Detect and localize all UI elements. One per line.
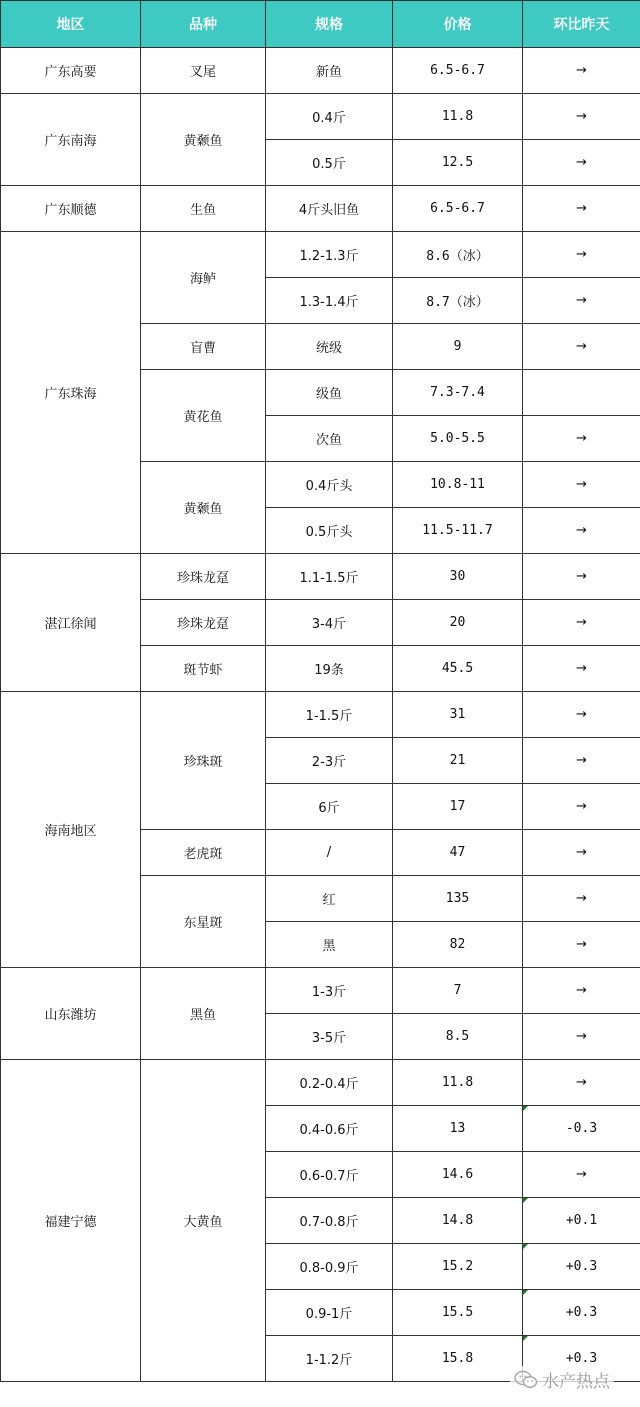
change-cell	[523, 370, 640, 416]
change-cell: →	[523, 1152, 640, 1198]
change-cell: →	[523, 1060, 640, 1106]
price-cell: 15.5	[393, 1290, 523, 1336]
watermark	[510, 1366, 614, 1393]
change-cell: +0.3	[523, 1290, 640, 1336]
price-cell: 6.5-6.7	[393, 186, 523, 232]
variety-cell: 生鱼	[141, 186, 266, 232]
table-row	[1, 48, 640, 94]
watermark-text: 水产热点	[542, 1372, 610, 1392]
region-cell: 广东南海	[1, 94, 141, 186]
change-cell: →	[523, 692, 640, 738]
change-cell: →	[523, 186, 640, 232]
change-cell: →	[523, 462, 640, 508]
price-cell: 10.8-11	[393, 462, 523, 508]
change-cell: →	[523, 508, 640, 554]
spec-cell: 6斤	[266, 784, 393, 830]
spec-cell: 0.5斤	[266, 140, 393, 186]
variety-cell: 黄颡鱼	[141, 462, 266, 554]
change-cell: →	[523, 646, 640, 692]
change-cell: →	[523, 600, 640, 646]
price-cell: 14.8	[393, 1198, 523, 1244]
header-change: 环比昨天	[523, 1, 640, 48]
variety-cell: 斑节虾	[141, 646, 266, 692]
header-region: 地区	[1, 1, 141, 48]
price-cell: 82	[393, 922, 523, 968]
change-cell: →	[523, 324, 640, 370]
header-price: 价格	[393, 1, 523, 48]
change-cell: →	[523, 416, 640, 462]
spec-cell: 1-1.2斤	[266, 1336, 393, 1382]
spec-cell: 0.7-0.8斤	[266, 1198, 393, 1244]
price-cell: 11.8	[393, 1060, 523, 1106]
price-cell: 5.0-5.5	[393, 416, 523, 462]
variety-cell: 黄花鱼	[141, 370, 266, 462]
price-cell: 11.5-11.7	[393, 508, 523, 554]
price-cell: 45.5	[393, 646, 523, 692]
spec-cell: 1.3-1.4斤	[266, 278, 393, 324]
spec-cell: 2-3斤	[266, 738, 393, 784]
change-cell: →	[523, 140, 640, 186]
spec-cell: 统级	[266, 324, 393, 370]
change-cell: -0.3	[523, 1106, 640, 1152]
region-cell: 福建宁德	[1, 1060, 141, 1382]
price-cell: 7	[393, 968, 523, 1014]
price-cell: 135	[393, 876, 523, 922]
region-cell: 湛江徐闻	[1, 554, 141, 692]
variety-cell: 珍珠斑	[141, 692, 266, 830]
wechat-icon	[514, 1370, 538, 1390]
spec-cell: 0.9-1斤	[266, 1290, 393, 1336]
spec-cell: 19条	[266, 646, 393, 692]
spec-cell: 红	[266, 876, 393, 922]
spec-cell: 级鱼	[266, 370, 393, 416]
spec-cell: 1-1.5斤	[266, 692, 393, 738]
change-cell: →	[523, 1014, 640, 1060]
spec-cell: 1.1-1.5斤	[266, 554, 393, 600]
variety-cell: 叉尾	[141, 48, 266, 94]
table-row	[1, 94, 640, 140]
region-cell: 海南地区	[1, 692, 141, 968]
variety-cell: 珍珠龙趸	[141, 554, 266, 600]
price-cell: 30	[393, 554, 523, 600]
price-cell: 7.3-7.4	[393, 370, 523, 416]
price-cell: 8.6（冰）	[393, 232, 523, 278]
price-cell: 15.2	[393, 1244, 523, 1290]
spec-cell: 0.4-0.6斤	[266, 1106, 393, 1152]
change-cell: +0.3	[523, 1244, 640, 1290]
table-row	[1, 186, 640, 232]
spec-cell: 新鱼	[266, 48, 393, 94]
price-cell: 8.5	[393, 1014, 523, 1060]
change-cell: →	[523, 278, 640, 324]
spec-cell: 次鱼	[266, 416, 393, 462]
price-cell: 31	[393, 692, 523, 738]
price-cell: 6.5-6.7	[393, 48, 523, 94]
price-cell: 14.6	[393, 1152, 523, 1198]
change-cell: →	[523, 232, 640, 278]
price-cell: 9	[393, 324, 523, 370]
variety-cell: 珍珠龙趸	[141, 600, 266, 646]
change-cell: →	[523, 784, 640, 830]
change-cell: →	[523, 738, 640, 784]
price-cell: 12.5	[393, 140, 523, 186]
change-cell: +0.3	[523, 1336, 640, 1382]
spec-cell: 0.4斤头	[266, 462, 393, 508]
region-cell: 广东珠海	[1, 232, 141, 554]
variety-cell: 黑鱼	[141, 968, 266, 1060]
variety-cell: 东星斑	[141, 876, 266, 968]
price-cell: 47	[393, 830, 523, 876]
spec-cell: 0.4斤	[266, 94, 393, 140]
change-cell: +0.1	[523, 1198, 640, 1244]
table-row	[1, 232, 640, 278]
variety-cell: 大黄鱼	[141, 1060, 266, 1382]
region-cell: 广东顺德	[1, 186, 141, 232]
price-cell: 11.8	[393, 94, 523, 140]
price-cell: 15.8	[393, 1336, 523, 1382]
region-cell: 山东潍坊	[1, 968, 141, 1060]
spec-cell: /	[266, 830, 393, 876]
change-cell: →	[523, 922, 640, 968]
change-cell: →	[523, 830, 640, 876]
change-cell: →	[523, 876, 640, 922]
header-row	[1, 1, 640, 48]
variety-cell: 盲曹	[141, 324, 266, 370]
variety-cell: 海鲈	[141, 232, 266, 324]
change-cell: →	[523, 94, 640, 140]
change-cell: →	[523, 554, 640, 600]
spec-cell: 1-3斤	[266, 968, 393, 1014]
table-row	[1, 554, 640, 600]
table-row	[1, 968, 640, 1014]
spec-cell: 4斤头旧鱼	[266, 186, 393, 232]
spec-cell: 3-4斤	[266, 600, 393, 646]
price-cell: 13	[393, 1106, 523, 1152]
spec-cell: 0.6-0.7斤	[266, 1152, 393, 1198]
spec-cell: 0.2-0.4斤	[266, 1060, 393, 1106]
spec-cell: 0.8-0.9斤	[266, 1244, 393, 1290]
spec-cell: 3-5斤	[266, 1014, 393, 1060]
price-cell: 17	[393, 784, 523, 830]
change-cell: →	[523, 48, 640, 94]
spec-cell: 黑	[266, 922, 393, 968]
table-row	[1, 1060, 640, 1106]
price-cell: 20	[393, 600, 523, 646]
region-cell: 广东高要	[1, 48, 141, 94]
variety-cell: 黄颡鱼	[141, 94, 266, 186]
variety-cell: 老虎斑	[141, 830, 266, 876]
price-cell: 8.7（冰）	[393, 278, 523, 324]
change-cell: →	[523, 968, 640, 1014]
header-variety: 品种	[141, 1, 266, 48]
table-row	[1, 692, 640, 738]
header-spec: 规格	[266, 1, 393, 48]
price-cell: 21	[393, 738, 523, 784]
spec-cell: 0.5斤头	[266, 508, 393, 554]
spec-cell: 1.2-1.3斤	[266, 232, 393, 278]
